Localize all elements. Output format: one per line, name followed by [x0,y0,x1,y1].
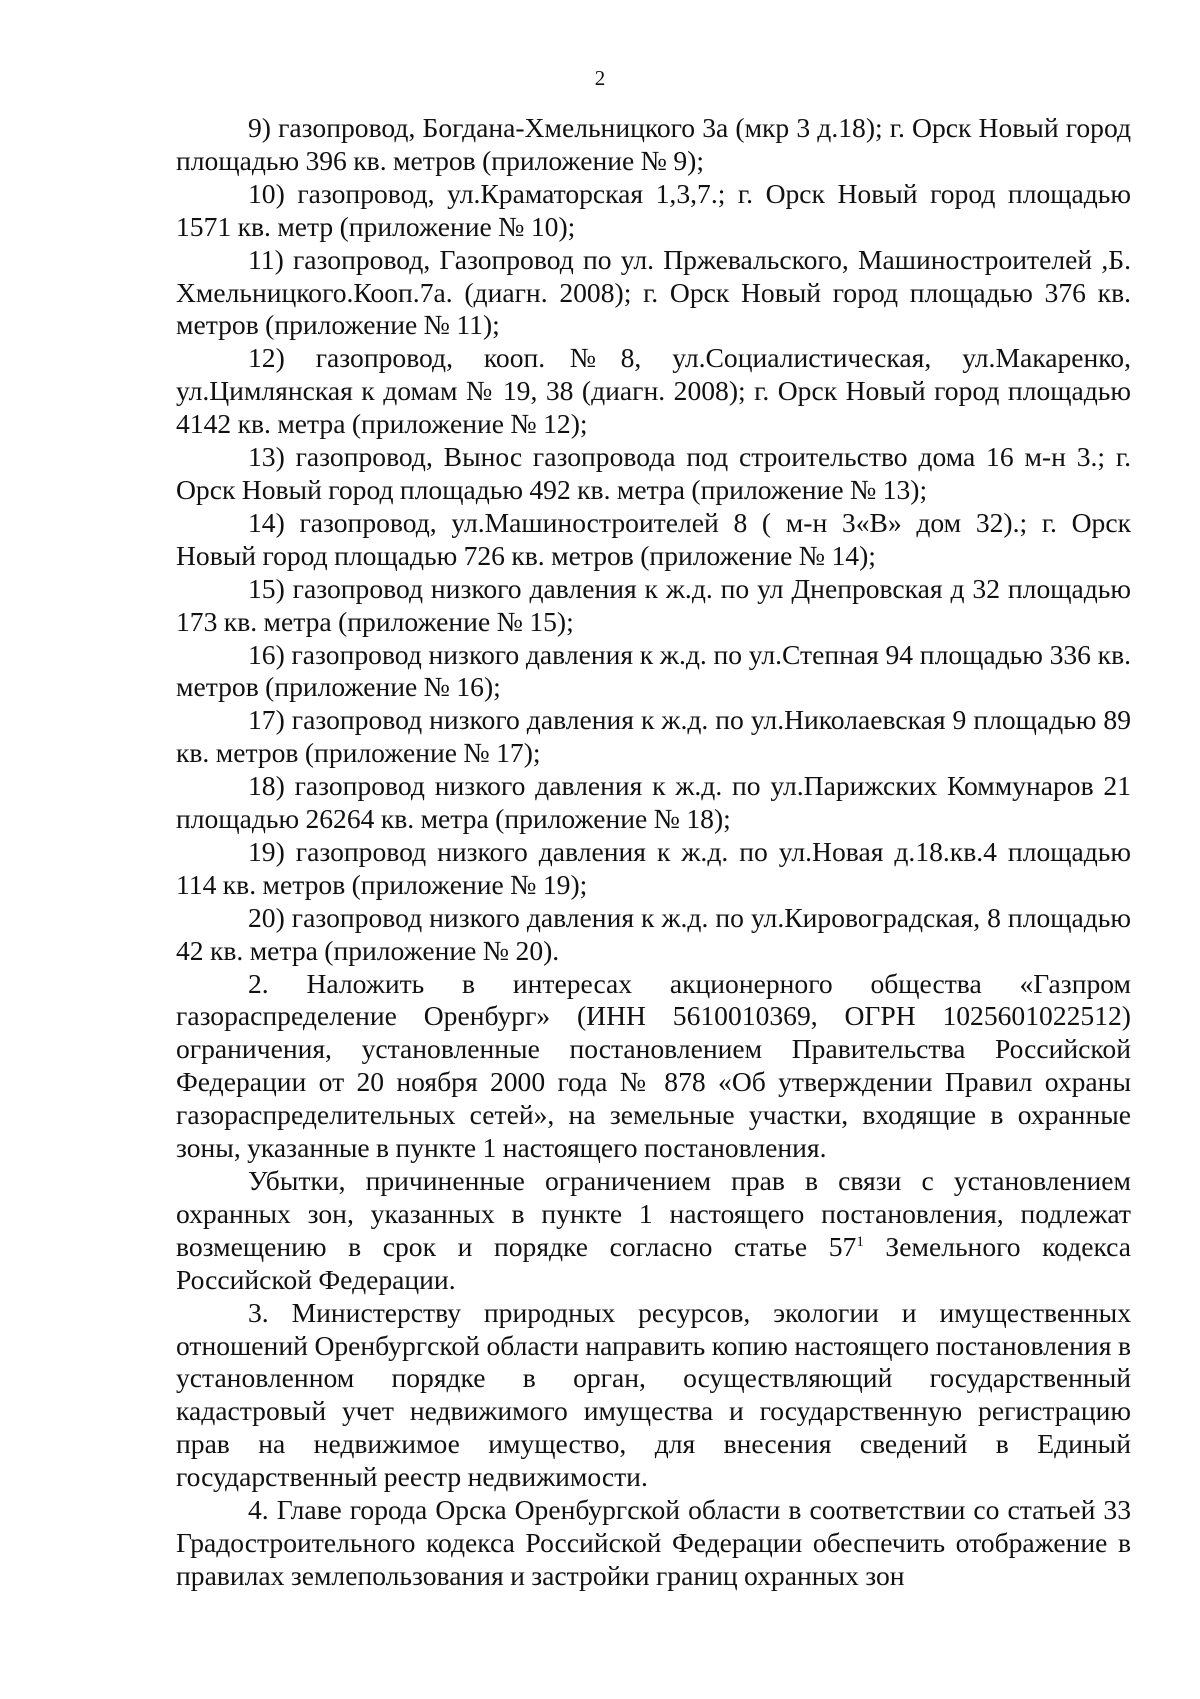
paragraph-4-head-of-city: 4. Главе города Орска Оренбургской области в соответствии со статьей 33 Градостроительного кодекса Российской Федерации обеспечить отображение в правилах землепользования и застройки границ охранных зон [176,1494,1131,1591]
page-number: 2 [594,66,606,90]
list-item-17: 17) газопровод низкого давления к ж.д. по ул.Николаевская 9 площадью 89 кв. метров (приложение № 17); [176,704,1131,769]
document-body [176,112,1131,1593]
list-item-16: 16) газопровод низкого давления к ж.д. по ул.Степная 94 площадью 336 кв. метров (приложение № 16); [176,638,1131,703]
paragraph-2-restrictions: 2. Наложить в интересах акционерного общества «Газпром газораспределение Оренбург» (ИНН 5610010369, ОГРН 1025601022512) ограничения, установленные постановлением Правительства Российской Федерации от 20 ноября 2000 года № 878 «Об утверждении Правил охраны газораспределительных сетей», на земельные участки, входящие в охранные зоны, указанные в пункте 1 настоящего постановления. [176,967,1131,1164]
list-item-11: 11) газопровод, Газопровод по ул. Пржевальского, Машиностроителей ,Б. Хмельницкого.Кооп.7а. (диагн. 2008); г. Орск Новый город площадью 376 кв. метров (приложение № 11); [176,243,1131,341]
paragraph-3-ministry: 3. Министерству природных ресурсов, экологии и имущественных отношений Оренбургской области направить копию настоящего постановления в установленном порядке в орган, осуществляющий государственный кадастровый учет недвижимого имущества и государственную регистрацию прав на недвижимое имущество, для внесения сведений в Единый государственный реестр недвижимости. [176,1296,1131,1493]
list-item-18: 18) газопровод низкого давления к ж.д. по ул.Парижских Коммунаров 21 площадью 26264 кв. метра (приложение № 18); [176,770,1131,835]
list-item-15: 15) газопровод низкого давления к ж.д. по ул Днепровская д 32 площадью 173 кв. метра (приложение № 15); [176,572,1131,637]
list-item-20: 20) газопровод низкого давления к ж.д. по ул.Кировоградская, 8 площадью 42 кв. метра (приложение № 20). [176,901,1131,966]
article-superscript: 1 [856,1233,864,1250]
list-item-13: 13) газопровод, Вынос газопровода под строительство дома 16 м-н 3.; г. Орск Новый город площадью 492 кв. метра (приложение № 13); [176,441,1131,505]
list-item-10: 10) газопровод, ул.Краматорская 1,3,7.; г. Орск Новый город площадью 1571 кв. метр (приложение № 10); [176,177,1131,242]
losses-text: Убытки, причиненные ограничением прав в связи с установлением охранных зон, указанных в пункте 1 настоящего постановления, подлежат возмещению в срок и порядке согласно статье 57 [176,1165,1131,1262]
list-item-19: 19) газопровод низкого давления к ж.д. по ул.Новая д.18.кв.4 площадью 114 кв. метров (приложение № 19); [176,835,1131,900]
losses-text-end: Земельного кодекса Российской Федерации. [176,1230,1131,1295]
paragraph-losses [176,1165,1131,1297]
list-item-12: 12) газопровод, кооп.№8, ул.Социалистическая, ул.Макаренко, ул.Цимлянская к домам № 19, 38 (диагн. 2008); г. Орск Новый город площадью 4142 кв. метра (приложение № 12); [176,342,1131,440]
list-item-9: 9) газопровод, Богдана-Хмельницкого 3а (мкр 3 д.18); г. Орск Новый город площадью 396 кв. метров (приложение № 9); [176,112,1131,176]
list-item-14: 14) газопровод, ул.Машиностроителей 8 ( м-н 3«В» дом 32).; г. Орск Новый город площадью 726 кв. метров (приложение № 14); [176,506,1131,571]
